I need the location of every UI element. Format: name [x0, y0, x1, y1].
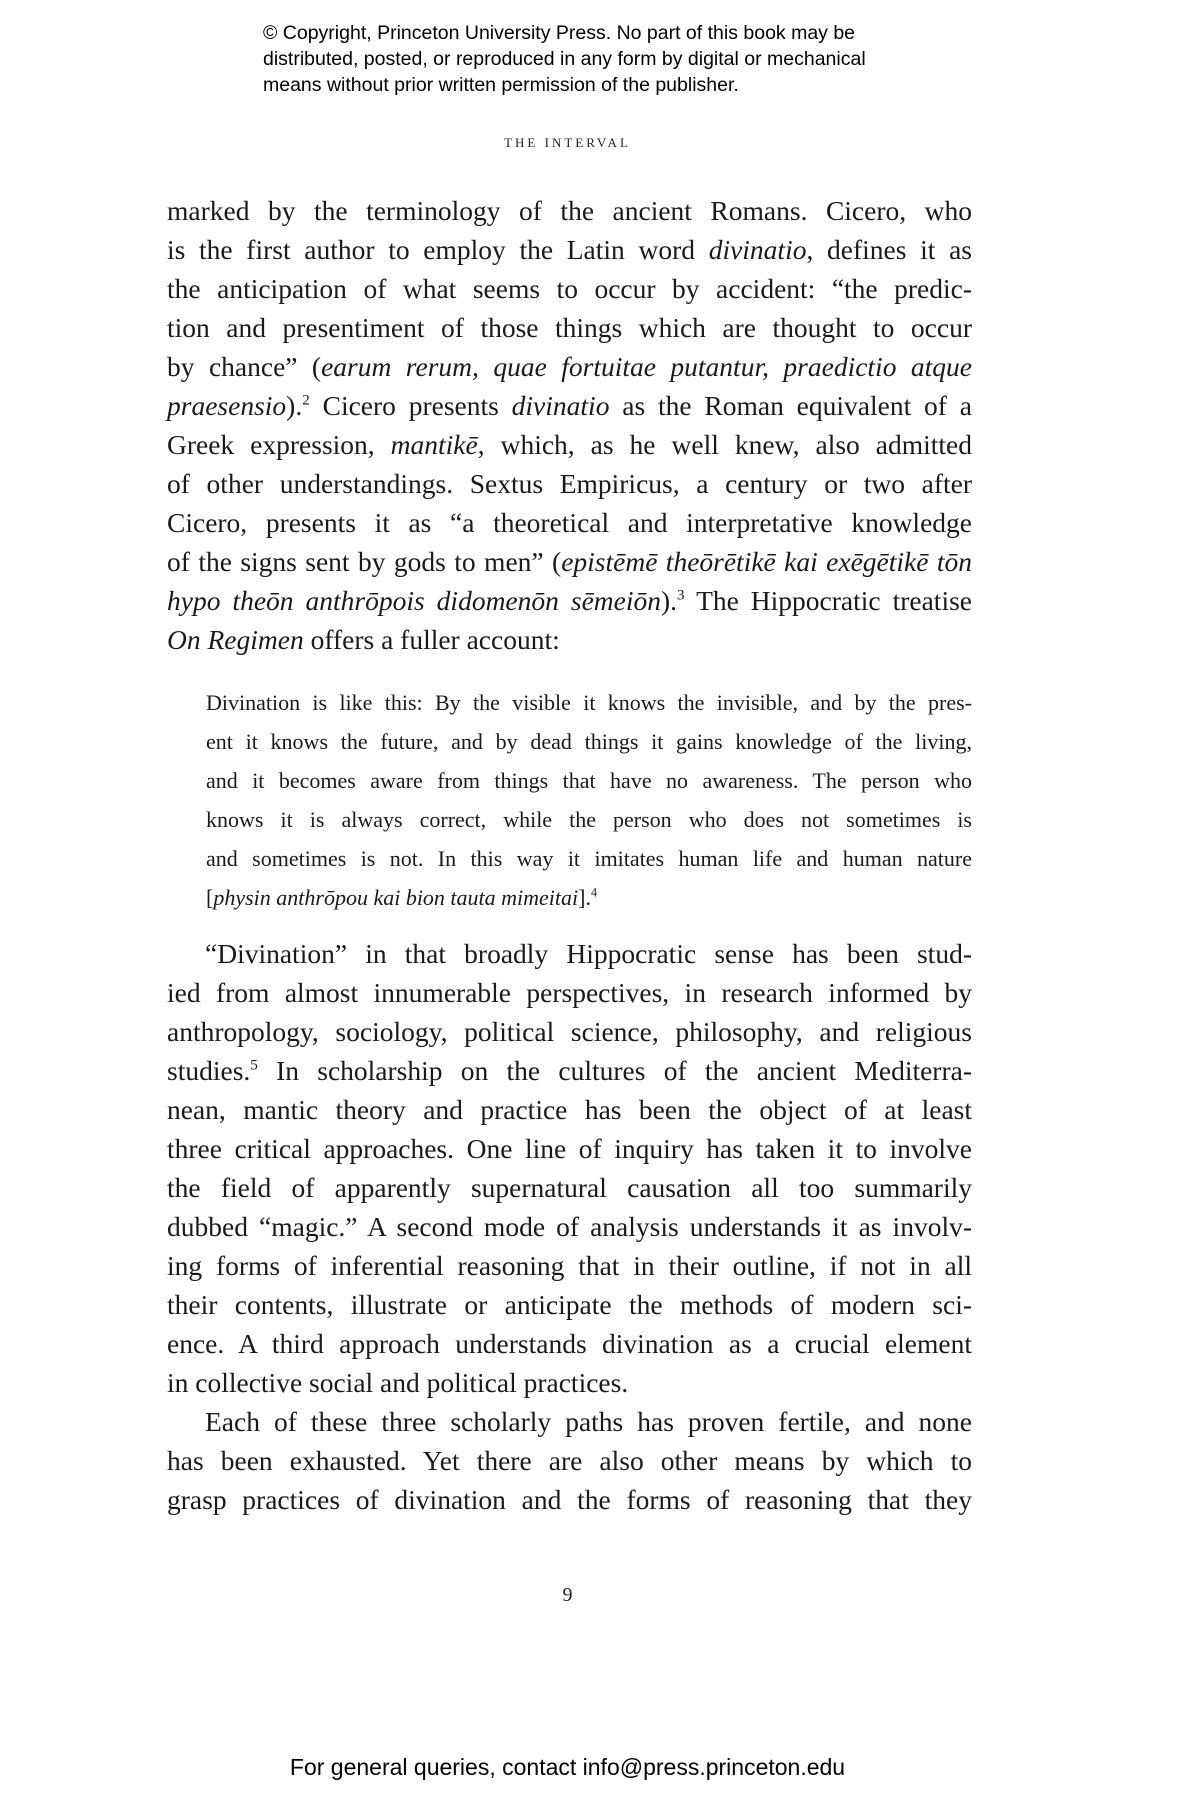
greek-quote: physin anthrōpou kai bion tauta mimeitai: [213, 885, 579, 910]
text-line: of other understandings. Sextus Empiricus, a century or two after: [167, 468, 972, 499]
paragraph-2: [167, 934, 972, 1402]
text-line: Each of these three scholarly paths has proven fertile, and none: [205, 1406, 972, 1437]
running-head: THE INTERVAL: [504, 135, 631, 150]
footnote-ref: 2: [302, 392, 310, 409]
page-number: 9: [562, 1584, 573, 1606]
text-line: studies.$^5$ In scholarship on the cultures of the ancient Mediterra-: [167, 1055, 972, 1086]
text-line: On Regimen offers a fuller account:: [167, 624, 560, 655]
text-line: tion and presentiment of those things which are thought to occur: [167, 312, 972, 343]
latin-quote: earum rerum, quae fortuitae putantur, praedictio atque: [321, 351, 972, 382]
footnote-ref: 4: [590, 885, 598, 900]
copyright-line: © Copyright, Princeton University Press. No part of this book may be: [263, 22, 856, 44]
text-line: ied from almost innumerable perspectives, in research informed by: [167, 977, 972, 1008]
text-line: of the signs sent by gods to men” (epistēmē theōrētikē kai exēgētikē tōn: [167, 546, 972, 577]
text-line: marked by the terminology of the ancient Romans. Cicero, who: [167, 195, 972, 226]
text-line: ing forms of inferential reasoning that in their outline, if not in all: [167, 1250, 972, 1281]
italic-term: divinatio: [708, 234, 807, 265]
quote-line: and sometimes is not. In this way it imitates human life and human nature: [206, 846, 972, 871]
text-line: “Divination” in that broadly Hippocratic sense has been stud-: [205, 938, 972, 969]
text-line: by chance” (earum rerum, quae fortuitae putantur, praedictio atque: [167, 351, 972, 382]
text-line: is the first author to employ the Latin word divinatio, defines it as: [167, 234, 972, 265]
copyright-line: distributed, posted, or reproduced in any form by digital or mechanical: [263, 48, 866, 70]
text-line: ence. A third approach understands divination as a crucial element: [167, 1328, 972, 1359]
text-line: grasp practices of divination and the forms of reasoning that they: [167, 1484, 972, 1515]
text-line: in collective social and political practices.: [167, 1367, 629, 1398]
paragraph-1: [167, 191, 972, 659]
text-line: hypo theōn anthrōpois didomenōn sēmeiōn).$^3$ The Hippocratic treatise: [167, 585, 972, 616]
text-line: praesensio).$^2$ Cicero presents divinatio as the Roman equivalent of a: [167, 390, 972, 421]
footnote-ref: 3: [677, 587, 685, 604]
text-line: dubbed “magic.” A second mode of analysis understands it as involv-: [167, 1211, 972, 1242]
copyright-line: means without prior written permission of the publisher.: [263, 74, 739, 96]
quote-line: [physin anthrōpou kai bion tauta mimeitai].$^4$: [206, 885, 598, 910]
block-quote: [206, 683, 972, 917]
italic-term: divinatio: [511, 390, 610, 421]
quote-line: ent it knows the future, and by dead things it gains knowledge of the living,: [206, 729, 972, 754]
copyright-notice: [263, 20, 1023, 98]
text-line: three critical approaches. One line of inquiry has taken it to involve: [167, 1133, 972, 1164]
paragraph-3: [167, 1402, 972, 1519]
text-line: the field of apparently supernatural causation all too summarily: [167, 1172, 972, 1203]
latin-quote: praesensio: [167, 390, 287, 421]
greek-quote: epistēmē theōrētikē kai exēgētikē tōn: [561, 546, 972, 577]
greek-quote: hypo theōn anthrōpois didomenōn sēmeiōn: [167, 585, 661, 616]
text-line: the anticipation of what seems to occur by accident: “the predic-: [167, 273, 972, 304]
footnote-ref: 5: [250, 1057, 258, 1074]
book-title: On Regimen: [167, 624, 304, 655]
italic-term: mantikē: [390, 429, 478, 460]
text-line: their contents, illustrate or anticipate the methods of modern sci-: [167, 1289, 972, 1320]
quote-line: knows it is always correct, while the person who does not sometimes is: [206, 807, 972, 832]
text-line: Cicero, presents it as “a theoretical and interpretative knowledge: [167, 507, 972, 538]
quote-line: Divination is like this: By the visible it knows the invisible, and by the pres-: [206, 690, 972, 715]
quote-line: and it becomes aware from things that have no awareness. The person who: [206, 768, 972, 793]
footer-contact: For general queries, contact info@press.princeton.edu: [289, 1754, 846, 1780]
text-line: Greek expression, mantikē, which, as he well knew, also admitted: [167, 429, 972, 460]
text-line: nean, mantic theory and practice has been the object of at least: [167, 1094, 972, 1125]
text-line: has been exhausted. Yet there are also other means by which to: [167, 1445, 972, 1476]
text-line: anthropology, sociology, political science, philosophy, and religious: [167, 1016, 972, 1047]
